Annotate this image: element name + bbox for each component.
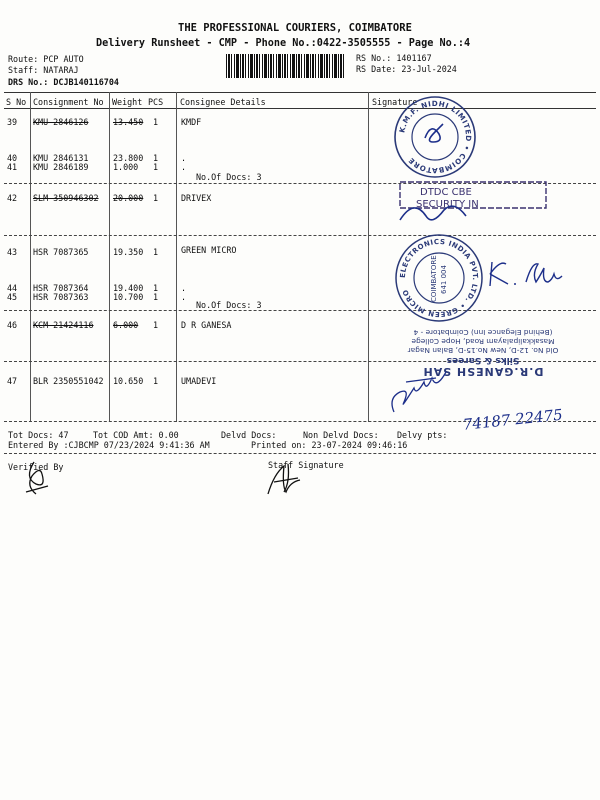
consignee-signature <box>386 376 456 416</box>
entered-by: Entered By :CJBCMP 07/23/2024 9:41:36 AM <box>8 440 210 450</box>
table-row-weight: 19.400 <box>113 283 144 293</box>
col-header-signature: Signature <box>372 97 418 107</box>
ganesh-sah-stamp: D.R.GANESH SAH Silks & Sarees Old No. 12-D, New No.15-D, Balan Nagar Masakkalipalayam Road, Hope College (Behind Elegance Inn) Coimbatore - 4 <box>407 328 559 378</box>
drs-number: DRS No.: DCJB140116704 <box>8 77 119 87</box>
col-divider <box>176 92 177 422</box>
table-row-pcs: 1 <box>153 283 159 293</box>
table-row-weight: 10.700 <box>113 292 144 302</box>
table-row-sno: 45 <box>7 292 18 302</box>
table-row-consignment: HSR 7087364 <box>33 283 89 293</box>
svg-text:SECURITY IN: SECURITY IN <box>416 199 479 210</box>
kmf-nidhi-stamp <box>392 94 478 180</box>
table-row-weight: 10.650 <box>113 376 144 386</box>
green-micro-stamp <box>376 232 502 324</box>
rs-date: RS Date: 23-Jul-2024 <box>356 64 457 74</box>
table-row-consignment: BLR 2350551042 <box>33 376 104 386</box>
table-row-sno: 47 <box>7 376 18 386</box>
table-row-consignee: . <box>181 153 187 163</box>
consignee-signature <box>486 258 570 290</box>
table-row-weight: 23.800 <box>113 153 144 163</box>
col-header-pcs: PCS <box>148 97 164 107</box>
verifier-signature <box>20 460 54 506</box>
table-row-sno: 46 <box>7 320 18 330</box>
table-row-sno: 40 <box>7 153 18 163</box>
table-row-consignment: KMU 2846126 <box>33 117 89 127</box>
col-header-consignee: Consignee Details <box>180 97 266 107</box>
table-row-consignment: HSR 7087365 <box>33 247 89 257</box>
table-row-pcs: 1 <box>153 247 159 257</box>
table-row-sno: 43 <box>7 247 18 257</box>
no-of-docs: No.Of Docs: 3 <box>196 172 262 182</box>
col-divider <box>30 92 31 422</box>
table-row-consignee: DRIVEX <box>181 193 212 203</box>
staff-signature <box>262 458 310 498</box>
table-row-consignee: . <box>181 283 187 293</box>
route-label: Route: PCP AUTO <box>8 54 84 64</box>
delivery-points: Delvy pts: <box>397 430 448 440</box>
dtdc-stamp <box>398 180 548 226</box>
staff-label: Staff: NATARAJ <box>8 65 79 75</box>
table-row-consignee: . <box>181 162 187 172</box>
table-row-sno: 42 <box>7 193 18 203</box>
table-row-consignee: KMDF <box>181 117 202 127</box>
table-row-weight: 19.350 <box>113 247 144 257</box>
table-header-rule <box>4 108 596 109</box>
table-row-consignment: KMU 2846131 <box>33 153 89 163</box>
table-row-pcs: 1 <box>153 292 159 302</box>
svg-text:ELECTRONICS INDIA PVT. LTD. •: ELECTRONICS INDIA PVT. LTD. • GREEN MICRO <box>398 237 480 319</box>
footer-rule <box>4 453 596 454</box>
table-row-consignee: UMADEVI <box>181 376 217 386</box>
table-row-pcs: 1 <box>153 320 159 330</box>
svg-text:COIMBATORE: COIMBATORE <box>430 255 438 302</box>
company-title: THE PROFESSIONAL COURIERS, COIMBATORE <box>178 22 412 34</box>
svg-text:DTDC CBE: DTDC CBE <box>420 187 472 198</box>
non-delivered-docs: Non Delvd Docs: <box>303 430 379 440</box>
table-row-consignee: GREEN MICRO <box>181 245 237 255</box>
row-separator <box>4 310 596 311</box>
table-row-consignment: KCM 21424116 <box>33 320 94 330</box>
row-separator <box>4 235 596 236</box>
table-row-sno: 41 <box>7 162 18 172</box>
svg-text:K.M.F. NIDHI LIMITED • COIMBAT: K.M.F. NIDHI LIMITED • COIMBATORE <box>397 98 474 176</box>
total-cod: Tot COD Amt: 0.00 <box>93 430 179 440</box>
table-row-weight: 1.000 <box>113 162 139 172</box>
rs-number: RS No.: 1401167 <box>356 53 432 63</box>
table-row-weight: 20.000 <box>113 193 144 203</box>
col-divider <box>109 92 110 422</box>
table-row-pcs: 1 <box>153 376 159 386</box>
col-header-consignment: Consignment No <box>33 97 104 107</box>
table-row-weight: 6.000 <box>113 320 139 330</box>
table-row-sno: 39 <box>7 117 18 127</box>
table-row-consignment: HSR 7087363 <box>33 292 89 302</box>
table-row-pcs: 1 <box>153 153 159 163</box>
table-row-pcs: 1 <box>153 117 159 127</box>
table-row-pcs: 1 <box>153 162 159 172</box>
table-row-consignee: . <box>181 292 187 302</box>
table-top-rule <box>4 92 596 93</box>
no-of-docs: No.Of Docs: 3 <box>196 300 262 310</box>
staff-signature-label: Staff Signature <box>268 460 344 470</box>
verified-by-label: Verified By <box>8 462 64 472</box>
table-row-pcs: 1 <box>153 193 159 203</box>
col-header-weight: Weight <box>112 97 143 107</box>
total-docs: Tot Docs: 47 <box>8 430 69 440</box>
barcode <box>226 54 344 78</box>
col-header-sno: S No <box>6 97 27 107</box>
table-row-weight: 13.450 <box>113 117 144 127</box>
table-row-consignee: D R GANESA <box>181 320 232 330</box>
svg-text:641 004: 641 004 <box>440 265 448 294</box>
col-divider <box>368 92 369 422</box>
printed-on: Printed on: 23-07-2024 09:46:16 <box>251 440 408 450</box>
runsheet-subtitle: Delivery Runsheet - CMP - Phone No.:0422-3505555 - Page No.:4 <box>96 38 471 49</box>
table-row-consignment: KMU 2846189 <box>33 162 89 172</box>
handwritten-phone: 74187 22475 <box>462 405 564 434</box>
table-row-consignment: SLM 350946302 <box>33 193 99 203</box>
delivered-docs: Delvd Docs: <box>221 430 277 440</box>
table-row-sno: 44 <box>7 283 18 293</box>
